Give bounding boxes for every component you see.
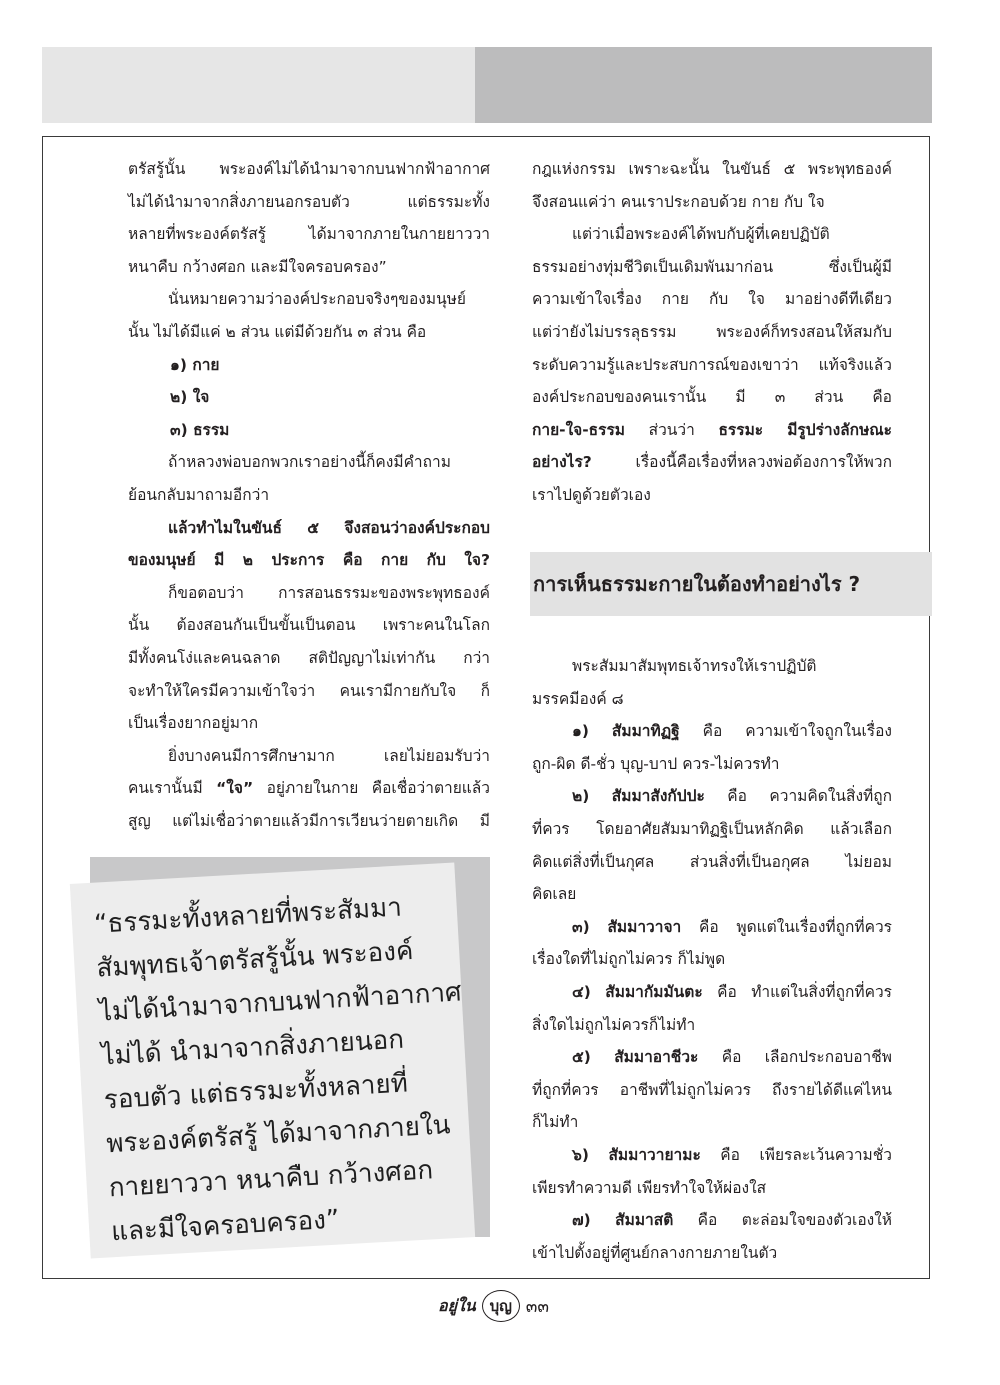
path-description: คือ เพียรละเว้นความชั่ว [700,1145,892,1164]
list-item-label: ๓) ธรรม [170,420,230,439]
text-line: เรื่องใดที่ไม่ถูกไม่ควร ก็ไม่พูด [532,950,726,969]
path-description: คือ เลือกประกอบอาชีพ [698,1048,892,1067]
text-line: จึงสอนแค่ว่า คนเราประกอบด้วย กาย กับ ใจ [532,192,825,211]
quote-line: และมีใจครอบครอง” [110,1204,341,1248]
path-name: สัมมาอาชีวะ [614,1048,699,1067]
path-item-head [532,976,892,1009]
pull-quote [70,863,475,1259]
text-line: ถ้าหลวงพ่อบอกพวกเราอย่างนี้ก็คงมีคำถาม [168,453,451,472]
quote-line: “ธรรมะทั้งหลายที่พระสัมมา [93,892,403,940]
header-band-right [475,47,932,123]
section-title: การเห็นธรรมะกายในต้องทำอย่างไร ? [533,572,861,596]
path-number: ๒) [572,787,590,806]
text-segment: คนเรานั้นมี [128,779,217,798]
quote-line: ไม่ได้ นำมาจากสิ่งภายนอก [100,1024,405,1072]
text-line: ธรรมอย่างทุ่มชีวิตเป็นเดิมพันมาก่อน ซึ่งเป็นผู้มี [532,257,892,276]
text-line: นั้น ต้องสอนกันเป็นขั้นเป็นตอน เพราะคนในโลก [128,616,490,635]
text-segment: อยู่ภายในกาย คือเชื่อว่าตายแล้ว [253,779,490,798]
text-line: องค์ประกอบของคนเรานั้น มี ๓ ส่วน คือ [532,388,892,407]
emphasis-text: อย่างไร? [532,453,592,472]
path-item-head [532,715,892,748]
list-item-label: ๒) ใจ [170,388,210,407]
text-line [532,414,892,447]
text-line: คิดแต่สิ่งที่เป็นกุศล ส่วนสิ่งที่เป็นอกุศล ไม่ยอม [532,852,892,871]
list-item-label: ๑) กาย [170,355,220,374]
text-line: ไม่ได้นำมาจากสิ่งภายนอกรอบตัว แต่ธรรมะทั้ง [128,192,490,211]
page-number: ๓๓ [525,1296,549,1317]
path-number: ๑) [572,722,589,741]
header-band-left [42,47,475,123]
left-column [128,153,490,837]
question-line [128,512,490,545]
path-description: คือ ตะล่อมใจของตัวเองให้ [673,1211,892,1230]
quote-line: กายยาววา หนาคืบ กว้างศอก [108,1155,434,1204]
path-item-head [532,911,892,944]
text-line: ก็ขอตอบว่า การสอนธรรมะของพระพุทธองค์ [168,583,490,602]
text-line: นั้น ไม่ได้มีแค่ ๒ ส่วน แต่มีด้วยกัน ๓ ส่วน คือ [128,322,427,341]
text-line: ตรัสรู้นั้น พระองค์ไม่ได้นำมาจากบนฟากฟ้าอากาศ [128,160,490,178]
emphasis-text: “ใจ” [216,779,254,798]
magazine-logo-text: อยู่ใน [438,1295,476,1315]
emphasis-text: กาย-ใจ-ธรรม [532,420,626,439]
path-number: ๖) [572,1145,589,1164]
quote-line: รอบตัว แต่ธรรมะทั้งหลายที่ [103,1068,409,1116]
text-line: แต่ว่ายังไม่บรรลุธรรม พระองค์ก็ทรงสอนให้สมกับ [532,322,892,341]
text-line: ก็ไม่ทำ [532,1113,579,1132]
path-name: สัมมากัมมันตะ [605,982,703,1001]
path-name: สัมมาวายามะ [608,1145,701,1164]
page-footer [438,1290,549,1322]
text-line [532,446,892,479]
text-line: หลายที่พระองค์ตรัสรู้ ได้มาจากภายในกายยาววา [128,225,490,244]
path-name: สัมมาสติ [615,1211,674,1230]
path-number: ๔) [572,982,591,1001]
eightfold-path-section [532,650,892,1269]
path-item-head [532,1139,892,1172]
path-name: สัมมาสังกัปปะ [611,787,705,806]
text-line: มรรคมีองค์ ๘ [532,689,624,708]
text-line: เข้าไปตั้งอยู่ที่ศูนย์กลางกายภายในตัว [532,1243,778,1262]
question-text: แล้วทำไมในขันธ์ ๕ จึงสอนว่าองค์ประกอบ [168,518,490,537]
text-line: แต่ว่าเมื่อพระองค์ได้พบกับผู้ที่เคยปฏิบัติ [572,225,830,244]
pull-quote-text [93,883,462,1254]
text-line: คิดเลย [532,885,577,904]
text-line: ถูก-ผิด ดี-ชั่ว บุญ-บาป ควร-ไม่ควรทำ [532,754,780,773]
text-line: ยิ่งบางคนมีการศึกษามาก เลยไม่ยอมรับว่า [168,746,490,765]
path-number: ๗) [572,1211,591,1230]
text-line: เราไปดูด้วยตัวเอง [532,485,651,504]
path-name: สัมมาทิฏฐิ [611,722,680,741]
text-line: ที่ถูกที่ควร อาชีพที่ไม่ถูกไม่ควร ถึงรายได้ดีแค่ไหน [532,1080,892,1099]
path-item-head [532,1041,892,1074]
magazine-logo-circle: บุญ [482,1290,520,1322]
text-segment: ส่วนว่า [625,420,719,439]
text-line: ระดับความรู้และประสบการณ์ของเขาว่า แท้จริงแล้ว [532,355,892,374]
text-line: หนาคืบ กว้างศอก และมีใจครอบครอง” [128,257,387,276]
text-line: สูญ แต่ไม่เชื่อว่าตายแล้วมีการเวียนว่ายตายเกิด มี [128,811,490,830]
path-description: คือ ความเข้าใจถูกในเรื่อง [679,722,892,741]
path-description: คือ พูดแต่ในเรื่องที่ถูกที่ควร [681,917,892,936]
path-item-head [532,780,892,813]
text-line: เป็นเรื่องยากอยู่มาก [128,714,259,733]
question-line [128,544,490,577]
path-description: คือ ความคิดในสิ่งที่ถูก [704,787,892,806]
question-text: ของมนุษย์ มี ๒ ประการ คือ กาย กับ ใจ? [128,551,490,570]
right-column [532,153,892,512]
list-item [128,414,490,447]
text-line: นั่นหมายความว่าองค์ประกอบจริงๆของมนุษย์ [168,290,466,309]
text-line: ความเข้าใจเรื่อง กาย กับ ใจ มาอย่างดีทีเดียว [532,290,892,309]
list-item [128,381,490,414]
path-item-head [532,1204,892,1237]
quote-line: ไม่ได้นำมาจากบนฟากฟ้าอากาศ [98,977,463,1028]
text-line: เพียรทำความดี เพียรทำใจให้ผ่องใส [532,1178,767,1197]
text-line: มีทั้งคนโง่และคนฉลาด สติปัญญาไม่เท่ากัน กว่า [128,648,490,667]
text-segment: เรื่องนี้คือเรื่องที่หลวงพ่อต้องการให้พวก [591,453,892,472]
text-line: สิ่งใดไม่ถูกไม่ควรก็ไม่ทำ [532,1015,696,1034]
path-name: สัมมาวาจา [607,917,682,936]
text-line [128,772,490,805]
path-number: ๓) [572,917,590,936]
quote-line: พระองค์ตรัสรู้ ได้มาจากภายใน [105,1110,452,1160]
list-item [128,349,490,382]
text-line: ย้อนกลับมาถามอีกว่า [128,485,270,504]
text-line: พระสัมมาสัมพุทธเจ้าทรงให้เราปฏิบัติ [572,657,817,675]
path-description: คือ ทำแต่ในสิ่งที่ถูกที่ควร [702,982,892,1001]
quote-line: สัมพุทธเจ้าตรัสรู้นั้น พระองค์ [95,935,415,984]
text-line: จะทำให้ใครมีความเข้าใจว่า คนเรามีกายกับใจ ก็ [128,681,490,700]
text-line: ที่ควร โดยอาศัยสัมมาทิฏฐิเป็นหลักคิด แล้วเลือก [532,819,892,838]
path-number: ๕) [572,1048,591,1067]
emphasis-text: ธรรมะ มีรูปร่างลักษณะ [718,420,892,439]
text-line: กฎแห่งกรรม เพราะฉะนั้น ในขันธ์ ๕ พระพุทธองค์ [532,160,892,178]
